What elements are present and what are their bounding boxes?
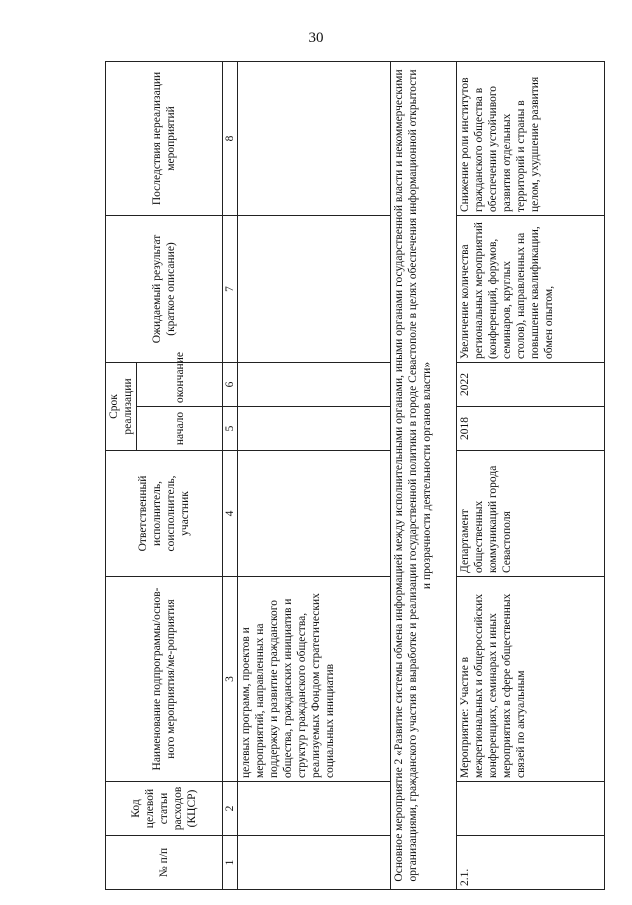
row-code [456,782,604,836]
cont-executor-cell [238,451,391,577]
row-num: 2.1. [456,836,604,890]
cont-result-cell [238,216,391,363]
header-result: Ожидаемый результат (краткое описание) [106,216,223,363]
rotated-table-wrapper [105,62,605,890]
header-end: окончание [137,363,223,407]
section-title: Основное мероприятие 2 «Развитие системы обмена информацией между исполнительными органами, иными органами государственной власти и некоммерческими организациями, гражданского участия в выработке и реализации государственной политики в городе Севастополе в целях обеспечения информационной открытости и прозрачности деятельности органов власти» [391,62,457,890]
row-result: Увеличение количества региональных мероприятий (конференций, форумов, семинаров, круглых столов), направленных на повышение квалификации, обмен опытом, [456,216,604,363]
row-end: 2022 [456,363,604,407]
col-number: 3 [223,577,238,782]
cont-start-cell [238,407,391,451]
header-term: Срок реализации [106,363,137,451]
cont-code-cell [238,782,391,836]
page-number: 30 [308,30,324,46]
header-code: Код целевой статьи расходов (КЦСР) [106,782,223,836]
header-name: Наименование подпрограммы/основ-ного мероприятия/ме-роприятия [106,577,223,782]
row-start: 2018 [456,407,604,451]
col-number: 5 [223,407,238,451]
header-consequences: Последствия нереализации мероприятий [106,62,223,216]
cont-consequences-cell [238,62,391,216]
header-start: начало [137,407,223,451]
row-executor: Департамент общественных коммуникаций города Севастополя [456,451,604,577]
col-number: 2 [223,782,238,836]
row-name: Мероприятие: Участие в межрегиональных и общероссийских конференциях, семинарах и иных мероприятиях в сфере общественных связей по актуальным [456,577,604,782]
col-number: 1 [223,836,238,890]
header-num: № п/п [106,836,223,890]
col-number: 8 [223,62,238,216]
row-consequences: Снижение роли институтов гражданского общества в обеспечении устойчивого развития отдельных территорий и страны в целом, ухудшение развития [456,62,604,216]
col-number: 6 [223,363,238,407]
header-executor: Ответственный исполнитель, соисполнитель, участник [106,451,223,577]
col-number: 7 [223,216,238,363]
cont-end-cell [238,363,391,407]
continuation-name: целевых программ, проектов и мероприятий, направленных на поддержку и развитие гражданского общества, гражданских инициатив и структур гражданского общества, реализуемых Фондом стратегических социальных инициатив [238,577,391,782]
col-number: 4 [223,451,238,577]
cont-num-cell [238,836,391,890]
program-table [105,61,605,890]
